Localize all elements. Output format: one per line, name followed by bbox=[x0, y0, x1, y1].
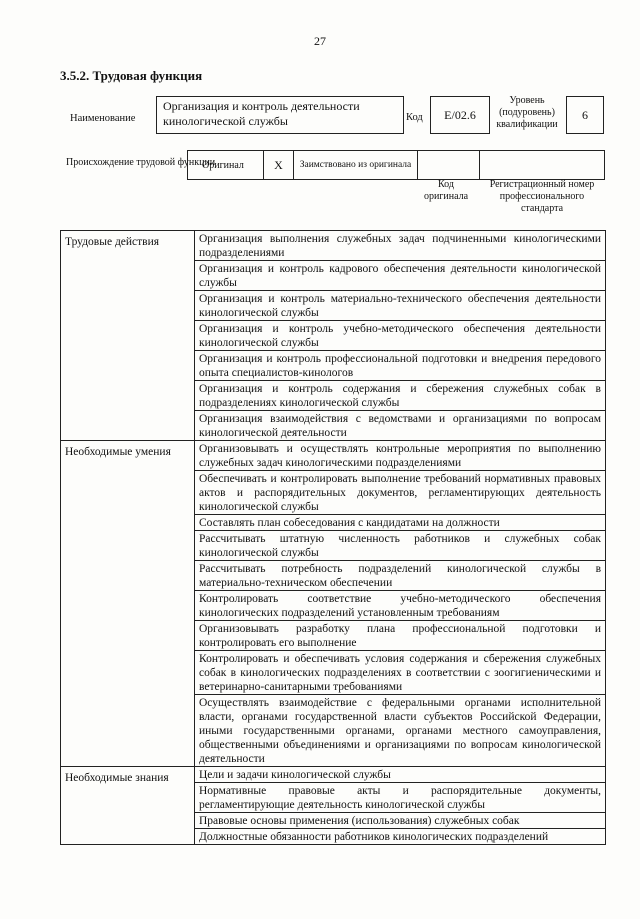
section-title-cell: Трудовые действия bbox=[61, 231, 195, 441]
code-label: Код bbox=[406, 112, 423, 123]
list-item: Рассчитывать штатную численность работников и служебных собак кинологической службы bbox=[195, 531, 605, 561]
reg-caption: Регистрационный номер профессионального стандарта bbox=[489, 179, 595, 214]
level-label: Уровень (подуровень) квалификации bbox=[496, 95, 558, 130]
list-item: Правовые основы применения (использования) служебных собак bbox=[195, 813, 605, 829]
original-label: Оригинал bbox=[188, 151, 264, 179]
list-item: Организация и контроль профессиональной подготовки и внедрения передового опыта специалистов-кинологов bbox=[195, 351, 605, 381]
section-items bbox=[195, 441, 606, 767]
list-item: Осуществлять взаимодействие с федеральными органами исполнительной власти, органами государственной власти субъектов Российской Федерации, иными государственными органами, органами местного самоуправления, общественными объединениями и организациями по вопросам кинологической деятельности bbox=[199, 697, 601, 765]
list-item: Обеспечивать и контролировать выполнение требований нормативных правовых актов и распорядительных документов, регламентирующих деятельность кинологической службы bbox=[195, 471, 605, 515]
list-item: Цели и задачи кинологической службы bbox=[195, 767, 605, 783]
level-value: 6 bbox=[566, 96, 604, 134]
code-caption: Код оригинала bbox=[423, 179, 469, 202]
code-value: E/02.6 bbox=[430, 96, 490, 134]
list-item: Должностные обязанности работников кинологических подразделений bbox=[199, 831, 549, 843]
list-item: Рассчитывать потребность подразделений кинологической службы в материально-техническом обеспечении bbox=[195, 561, 605, 591]
list-item: Контролировать и обеспечивать условия содержания и сбережения служебных собак в кинологических подразделениях в соответствии с зоогигиеническими и ветеринарно-санитарными требованиями bbox=[195, 651, 605, 695]
list-item: Организовывать и осуществлять контрольные мероприятия по выполнению служебных задач кинологическими подразделениями bbox=[195, 441, 605, 471]
list-item: Нормативные правовые акты и распорядительные документы, регламентирующие деятельность кинологической службы bbox=[195, 783, 605, 813]
reg-number-cell bbox=[480, 151, 604, 179]
list-item: Организация и контроль материально-технического обеспечения деятельности кинологической службы bbox=[195, 291, 605, 321]
list-item: Организация выполнения служебных задач подчиненными кинологическими подразделениями bbox=[195, 231, 605, 261]
section-row bbox=[61, 231, 606, 441]
list-item: Организация и контроль кадрового обеспечения деятельности кинологической службы bbox=[195, 261, 605, 291]
section-title: 3.5.2. Трудовая функция bbox=[60, 68, 203, 83]
section-items bbox=[195, 767, 606, 845]
origin-row bbox=[187, 150, 605, 180]
page-number: 27 bbox=[314, 34, 326, 48]
section-title-cell: Необходимые знания bbox=[61, 767, 195, 845]
list-item: Организация и контроль содержания и сбережения служебных собак в подразделениях кинологической службы bbox=[195, 381, 605, 411]
function-table bbox=[60, 230, 606, 845]
list-item: Составлять план собеседования с кандидатами на должности bbox=[195, 515, 605, 531]
list-item: Контролировать соответствие учебно-методического обеспечения кинологических подразделений установленным требованиям bbox=[195, 591, 605, 621]
original-code-cell bbox=[418, 151, 480, 179]
name-label: Наименование bbox=[70, 113, 136, 124]
section-row bbox=[61, 767, 606, 845]
section-row bbox=[61, 441, 606, 767]
list-item: Организовывать разработку плана профессиональной подготовки и контролировать его выполнение bbox=[195, 621, 605, 651]
original-mark: X bbox=[264, 151, 294, 179]
list-item: Организация взаимодействия с ведомствами и организациями по вопросам кинологической деятельности bbox=[199, 413, 601, 439]
section-items bbox=[195, 231, 606, 441]
borrowed-label: Заимствовано из оригинала bbox=[294, 151, 418, 179]
section-title-cell: Необходимые умения bbox=[61, 441, 195, 767]
origin-label: Происхождение трудовой функции bbox=[66, 157, 216, 168]
name-value: Организация и контроль деятельности кинологической службы bbox=[156, 96, 404, 134]
list-item: Организация и контроль учебно-методического обеспечения деятельности кинологической службы bbox=[195, 321, 605, 351]
